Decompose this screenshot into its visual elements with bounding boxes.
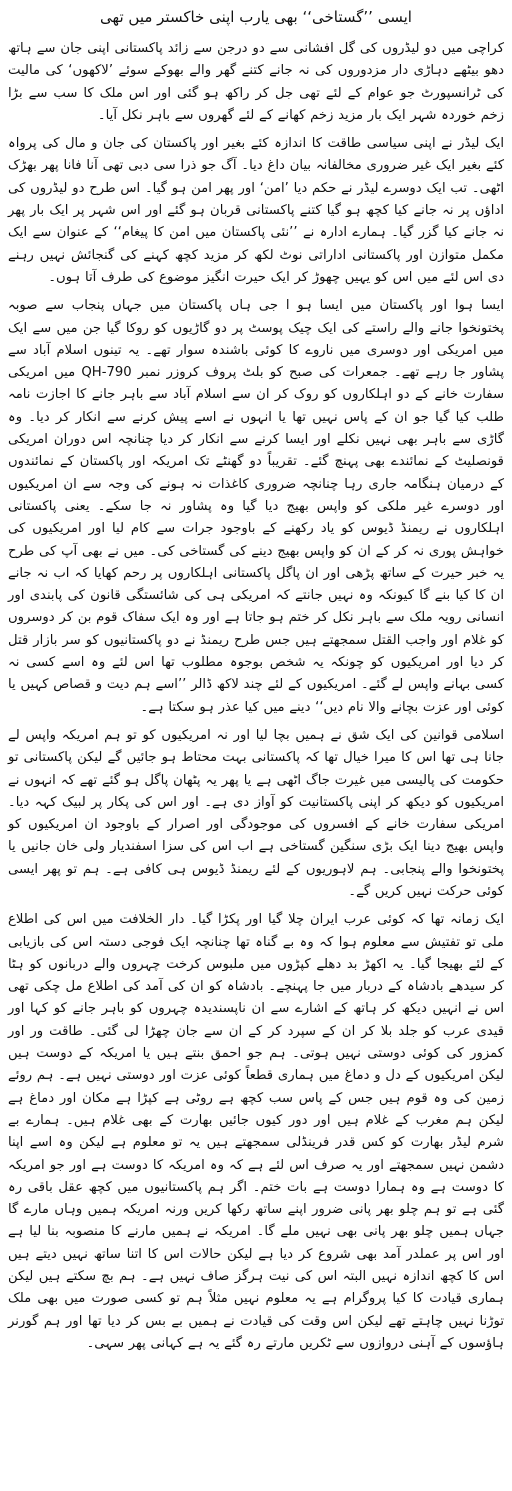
- article-paragraph-4: اسلامی قوانین کی ایک شق نے ہمیں بچا لیا اور نہ امریکیوں کو تو ہم امریکہ واپس لے جانا ہی تھا اس کا میرا خیال تھا کہ پاکستانی بہت محتاط ہو جائیں گے لیکن پاکستانی تو حکومت کی پالیسی میں غیرت جاگ اٹھی ہے یا پھر یہ پٹھان پاگل ہو گئے تھے کہ انہوں نے امریکیوں کو دیکھ کر اپنی پاکستانیت کو آواز دی ہے۔ اور اس کی پکار پر لبیک کہہ دیا۔ امریکی سفارت خانے کے افسروں کی موجودگی اور اصرار کے باوجود ان امریکیوں کو واپس بھیج دینا ایک بڑی سنگین گستاخی ہے اب اس کی سزا اسفندیار ولی خان جانیں یا پختونخوا والے پنجابی۔ ہم لاہوریوں کے لئے ریمنڈ ڈیوس ہی کافی ہے۔ ہم تو پھر ایسی کوئی حرکت نہیں کریں گے۔: [8, 727, 504, 899]
- article-paragraph-5: ایک زمانہ تھا کہ کوئی عرب ایران چلا گیا اور پکڑا گیا۔ دار الخلافت میں اس کی اطلاع ملی تو تفتیش سے معلوم ہوا کہ وہ بے گناہ تھا چنانچہ ایک فوجی دستہ اس کی بازیابی کے لئے بھیجا گیا۔ یہ اکھڑ بد دھلے کپڑوں میں ملبوس کرخت چہروں والے دربانوں کو ہٹا کر سیدھے بادشاہ کے دربار میں جا پہنچے۔ بادشاہ کو ان کی آمد کی اطلاع مل چکی تھی اس نے انہیں دیکھ کر ہاتھ کے اشارے سے ان ناپسندیدہ چہروں کو باہر جانے کو کہا اور قیدی عرب کو جلد بلا کر ان کے سپرد کر کے ان سے جان چھڑا لی گئی۔ طاقت ور اور کمزور کی کوئی دوستی نہیں ہوتی۔ ہم جو احمق بنتے ہیں یا امریکہ کے دوست ہیں لیکن امریکیوں کے دل و دماغ میں ہماری قطعاً کوئی عزت اور دوستی نہیں ہے۔ ہم روئے زمین کی وہ قوم ہیں جس کے پاس سب کچھ ہے روٹی ہے کپڑا ہے مکان اور دماغ ہے لیکن ہم مغرب کے غلام ہیں اور دور کیوں جائیں بھارت کے بھی غلام ہیں۔ ہمارے بے شرم لیڈر بھارت کو کس قدر فرینڈلی سمجھتے ہیں یہ تو معلوم ہے لیکن وہ اسے اپنا دشمن نہیں سمجھتے اور یہ صرف اس لئے ہے کہ وہ امریکہ کا دوست ہے اور جو امریکہ کا دوست ہے وہ ہمارا دوست ہے بات ختم۔ اگر ہم پاکستانیوں میں کچھ عقل باقی رہ گئی ہے تو ہم چلو بھر پانی ضرور اپنے ساتھ رکھا کریں ورنہ امریکہ ہمیں وہاں مارے گا جہاں ہمیں چلو بھر پانی بھی نہیں ملے گا۔ امریکہ نے ہمیں مارنے کا منصوبہ بنا لیا ہے اور اس پر عملدر آمد بھی شروع کر دیا ہے لیکن حالات اس کا اتنا ساتھ نہیں دیتے ہیں اس کا کچھ اندازہ نہیں البتہ اس کی نیت ہرگز صاف نہیں ہے۔ ہم بچ سکتے ہیں لیکن ہماری قیادت کا کیا پروگرام ہے یہ معلوم نہیں مثلاً ہم تو کسی صورت میں بھی ملک توڑنا نہیں چاہتے تھے لیکن اس وقت کی قیادت نے ہمیں بے بس کر دیا تھا اور ہم گورنر ہاؤسوں کے آہنی دروازوں سے ٹکریں مارتے رہ گئے یہ ہے کہانی پھر سہی۔: [8, 912, 504, 1351]
- article-title: ایسی ’’گستاخی‘‘ بھی یارب اپنی خاکستر میں تھی: [100, 8, 412, 26]
- article-paragraph-2: ایک لیڈر نے اپنی سیاسی طاقت کا اندازہ کئے بغیر اور پاکستان کی جان و مال کی پرواہ کئے بغیر ایک غیر ضروری مخالفانہ بیان داغ دیا۔ آگ جو ذرا سی دبی تھی آنا فانا پھر بھڑک اٹھی۔ تب ایک دوسرے لیڈر نے حکم دیا ’امن‘ اور پھر امن ہو گیا۔ اس طرح دو لیڈروں کی اداؤں پر نہ جانے کیا کچھ ہو گیا کتنے پاکستانی قربان ہو گئے اور اس شہر پر ایک بار پھر نہ جانے کیا گزر گیا۔ ہمارے ادارہ نے ’’نئی پاکستان میں امن کا پیغام‘‘ کے عنوان سے ایک مکمل متوازن اور پاکستانی اداراتی نوٹ لکھ کر مزید کچھ کہنے کی گنجائش نہیں رہنے دی اس لئے میں اس کو یہیں چھوڑ کر ایک حیرت انگیز موضوع کی طرف آتا ہوں۔: [8, 136, 504, 285]
- article-paragraph-3: ایسا ہوا اور پاکستان میں ایسا ہو ا جی ہاں پاکستان میں جہاں پنجاب سے صوبہ پختونخوا جانے والے راستے کی ایک چیک پوسٹ پر دو گاڑیوں کو روکا گیا جن میں سے ایک میں امریکی اور دوسری میں ناروے کا کوئی باشندہ سوار تھے۔ یہ تینوں اسلام آباد سے پشاور جا رہے تھے۔ جمعرات کی صبح کو بلٹ پروف کروزر نمبر QH-790 میں امریکی سفارت خانے کے دو اہلکاروں کو روک کر ان سے اسلام آباد سے باہر جانے کا اجازت نامہ طلب کیا گیا جو ان کے پاس نہیں تھا یا انہوں نے اسے پیش کرنے سے انکار کر دیا۔ وہ گاڑی سے باہر بھی نہیں نکلے اور ایسا کرنے سے انکار کر دیا چنانچہ اس دوران امریکی قونصلیٹ کے نمائندے بھی پہنچ گئے۔ تقریباً دو گھنٹے تک امریکہ اور پاکستان کے نمائندوں کے درمیان ہنگامہ جاری رہا چنانچہ ضروری کاغذات نہ ہونے کی وجہ سے ان امریکیوں اور دوسرے غیر ملکی کو واپس بھیج دیا گیا وہ پشاور نہ جا سکے۔ یعنی پاکستانی اہلکاروں نے ریمنڈ ڈیوس کو یاد رکھنے کے باوجود جرات سے کام لیا اور امریکیوں کی خواہش پوری نہ کر کے ان کو واپس بھیج دینے کی گستاخی کی۔ میں نے بھی آپ کی طرح یہ خبر حیرت کے ساتھ پڑھی اور ان پاگل پاکستانی اہلکاروں پر رحم کھایا کہ اب نہ جانے ان کا کیا بنے گا کیونکہ وہ نہیں جانتے کہ امریکی ہی کی شائستگی قانون کی پابندی اور انسانی رویہ ملک سے باہر نکل کر ختم ہو جاتا ہے اور وہ ایک سفاک قوم بن کر دوسروں کو غلام اور واجب القتل سمجھتے ہیں جس طرح ریمنڈ نے دو پاکستانیوں کو سر بازار قتل کر دیا اور امریکیوں کو چونکہ یہ شخص بوجوہ مطلوب تھا اس لئے وہ اسے کسی نہ کسی بہانے واپس لے گئے۔ امریکیوں کے لئے چند لاکھ ڈالر ’’اسے ہم دیت و قصاص کہیں یا کوئی اور عزت بچانے والا نام دیں‘‘ دینے میں کیا عذر ہو سکتا ہے۔: [8, 298, 504, 715]
- article-paragraph-1: کراچی میں دو لیڈروں کی گل افشانی سے دو درجن سے زائد پاکستانی اپنی جان سے ہاتھ دھو بیٹھے دہاڑی دار مزدوروں کی نہ جانے کتنے گھر والے بھوکے سوئے ’لاکھوں‘ کی مالیت کی ٹرانسپورٹ جو عوام کے لئے تھی جل کر راکھ ہو گئی اور اس ملک کا سب سے بڑا زخم خوردہ شہر ایک بار مزید زخم کھانے کے لئے گھروں سے باہر نکل آیا۔: [8, 41, 504, 123]
